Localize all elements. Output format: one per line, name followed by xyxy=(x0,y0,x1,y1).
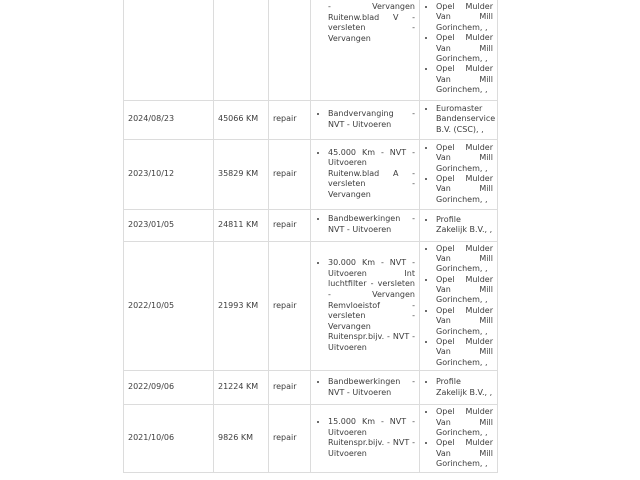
workshop-cell xyxy=(420,100,498,139)
workshop-cell xyxy=(420,405,498,472)
maintenance-row xyxy=(124,371,498,405)
workshop-cell xyxy=(420,139,498,209)
maintenance-row xyxy=(124,241,498,371)
work-description-cell xyxy=(311,371,420,405)
workshop-cell xyxy=(420,209,498,241)
mileage-cell: 9826 KM xyxy=(214,405,269,472)
work-item: • Bandbewerkingen - NVT - Uitvoeren xyxy=(328,377,415,398)
workshop-cell xyxy=(420,241,498,371)
workshop-item: • Euromaster Bandenservice B.V. (CSC), , xyxy=(436,104,493,135)
maintenance-row xyxy=(124,100,498,139)
workshop-item: • Profile Zakelijk B.V., , xyxy=(436,215,493,236)
maintenance-row xyxy=(124,209,498,241)
workshop-item: • Opel Mulder Van Mill Gorinchem, , xyxy=(436,174,493,205)
workshop-item: • Opel Mulder Van Mill Gorinchem, , xyxy=(436,407,493,438)
record-type-cell: repair xyxy=(269,405,311,472)
work-description-cell xyxy=(311,405,420,472)
record-type-cell: repair xyxy=(269,209,311,241)
work-items-list xyxy=(315,109,415,130)
date-cell xyxy=(124,0,214,100)
mileage-cell: 21993 KM xyxy=(214,241,269,371)
workshops-list xyxy=(424,244,493,369)
mileage-cell: 24811 KM xyxy=(214,209,269,241)
workshops-list xyxy=(424,215,493,236)
work-items-list xyxy=(315,148,415,201)
date-cell: 2023/10/12 xyxy=(124,139,214,209)
maintenance-history-table xyxy=(123,0,498,473)
work-description-cell xyxy=(311,209,420,241)
work-description-cell xyxy=(311,0,420,100)
mileage-cell xyxy=(214,0,269,100)
workshops-list xyxy=(424,2,493,96)
work-description-cell xyxy=(311,100,420,139)
work-item: • 45.000 Km - NVT - Uitvoeren Ruitenw.blad A - versleten - Vervangen xyxy=(328,148,415,201)
work-items-list xyxy=(315,214,415,235)
workshop-cell xyxy=(420,0,498,100)
work-item: • Bandbewerkingen - NVT - Uitvoeren xyxy=(328,214,415,235)
work-items-list xyxy=(315,258,415,353)
date-cell: 2024/08/23 xyxy=(124,100,214,139)
record-type-cell xyxy=(269,0,311,100)
work-items-list xyxy=(315,417,415,459)
date-cell: 2022/09/06 xyxy=(124,371,214,405)
workshop-item: • Opel Mulder Van Mill Gorinchem, , xyxy=(436,33,493,64)
workshop-item: • Opel Mulder Van Mill Gorinchem, , xyxy=(436,438,493,469)
work-description-cell xyxy=(311,139,420,209)
workshop-item: • Opel Mulder Van Mill Gorinchem, , xyxy=(436,337,493,368)
mileage-cell: 21224 KM xyxy=(214,371,269,405)
record-type-cell: repair xyxy=(269,139,311,209)
workshop-item: • Opel Mulder Van Mill Gorinchem, , xyxy=(436,306,493,337)
work-description-cell xyxy=(311,241,420,371)
workshop-item: • Opel Mulder Van Mill Gorinchem, , xyxy=(436,64,493,95)
record-type-cell: repair xyxy=(269,100,311,139)
workshop-item: • Profile Zakelijk B.V., , xyxy=(436,377,493,398)
work-item: • 15.000 Km - NVT - Uitvoeren Ruitenspr.bijv. - NVT - Uitvoeren xyxy=(328,417,415,459)
work-item: • Bandvervanging - NVT - Uitvoeren xyxy=(328,109,415,130)
mileage-cell: 35829 KM xyxy=(214,139,269,209)
maintenance-row xyxy=(124,405,498,472)
workshop-item: • Opel Mulder Van Mill Gorinchem, , xyxy=(436,143,493,174)
workshop-item: • Opel Mulder Van Mill Gorinchem, , xyxy=(436,275,493,306)
record-type-cell: repair xyxy=(269,241,311,371)
workshop-item: • Opel Mulder Van Mill Gorinchem, , xyxy=(436,2,493,33)
work-items-list xyxy=(315,377,415,398)
maintenance-row xyxy=(124,0,498,100)
workshops-list xyxy=(424,407,493,469)
workshops-list xyxy=(424,143,493,205)
maintenance-row xyxy=(124,139,498,209)
date-cell: 2021/10/06 xyxy=(124,405,214,472)
maintenance-table-body xyxy=(124,0,498,472)
date-cell: 2022/10/05 xyxy=(124,241,214,371)
work-item-continuation: - Vervangen Ruitenw.blad V - versleten - Vervangen xyxy=(328,2,415,43)
work-item: • 30.000 Km - NVT - Uitvoeren Int luchtfilter - versleten - Vervangen Remvloeistof - versleten - Vervangen Ruitenspr.bijv. - NVT - Uitvoeren xyxy=(328,258,415,353)
date-cell: 2023/01/05 xyxy=(124,209,214,241)
mileage-cell: 45066 KM xyxy=(214,100,269,139)
workshops-list xyxy=(424,103,496,135)
record-type-cell: repair xyxy=(269,371,311,405)
workshops-list xyxy=(424,377,493,398)
workshop-item: • Opel Mulder Van Mill Gorinchem, , xyxy=(436,244,493,275)
workshop-cell xyxy=(420,371,498,405)
